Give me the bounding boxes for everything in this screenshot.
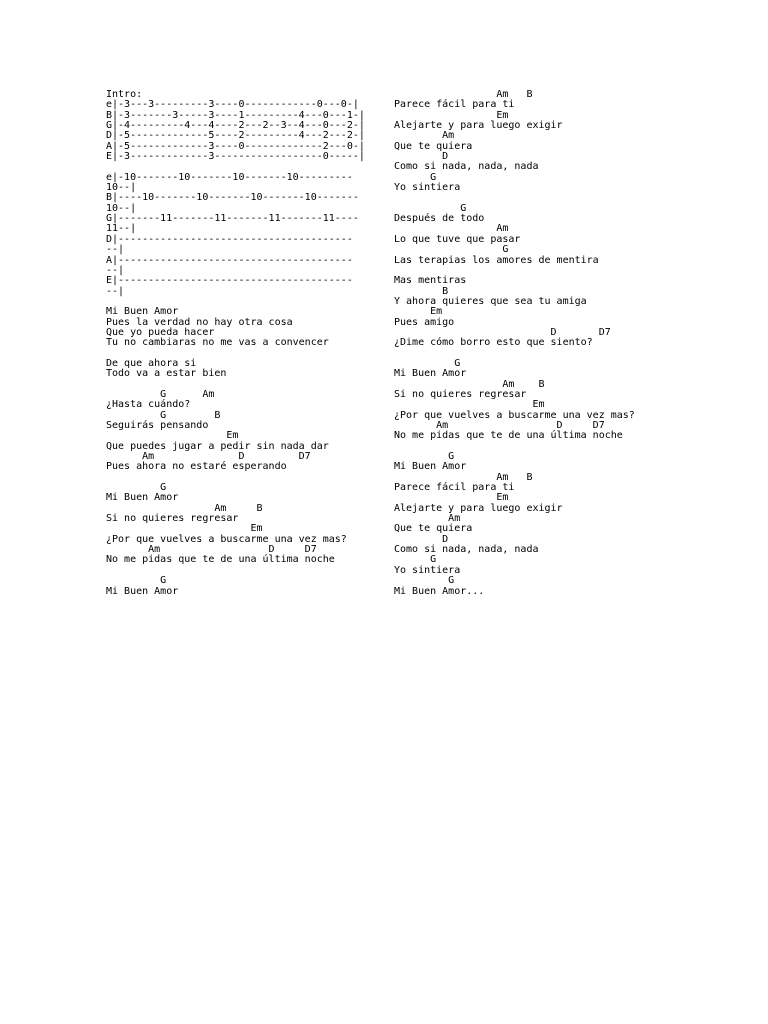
text-line: ¿Dime cómo borro esto que siento? bbox=[394, 337, 593, 349]
text-line: --| bbox=[106, 285, 125, 297]
text-line: 11--| bbox=[106, 223, 137, 235]
text-line: Pues amigo bbox=[394, 316, 455, 328]
text-line: Que yo pueda hacer bbox=[106, 326, 215, 338]
text-line: G bbox=[106, 482, 167, 494]
text-line: De que ahora si bbox=[106, 357, 197, 369]
text-line: Am bbox=[394, 223, 509, 235]
text-line: Em bbox=[394, 109, 509, 121]
text-line: G Am bbox=[106, 388, 215, 400]
text-line: Después de todo bbox=[394, 213, 485, 225]
text-line: G bbox=[394, 244, 509, 256]
text-line: Mas mentiras bbox=[394, 275, 467, 287]
text-line: Parece fácil para ti bbox=[394, 482, 515, 494]
text-line: Como si nada, nada, nada bbox=[394, 161, 539, 173]
text-line: 10--| bbox=[106, 182, 137, 194]
text-line: Yo sintiera bbox=[394, 182, 461, 194]
text-line: Mi Buen Amor... bbox=[394, 585, 485, 597]
text-line: Yo sintiera bbox=[394, 564, 461, 576]
text-line: Mi Buen Amor bbox=[106, 492, 179, 504]
text-line: B|-3-------3-----3----1---------4---0---1-| bbox=[106, 109, 365, 121]
text-line: D|--------------------------------------- bbox=[106, 233, 353, 245]
text-line: Alejarte y para luego exigir bbox=[394, 120, 563, 132]
text-line: Todo va a estar bien bbox=[106, 368, 227, 380]
text-line: A|-5-------------3----0-------------2---0-| bbox=[106, 140, 365, 152]
text-line: E|-3-------------3------------------0-----| bbox=[106, 151, 365, 163]
text-line: Pues ahora no estaré esperando bbox=[106, 461, 287, 473]
text-line: Am bbox=[394, 130, 455, 142]
text-line: D bbox=[394, 151, 449, 163]
text-line: Mi Buen Amor bbox=[106, 585, 179, 597]
text-line: Am B bbox=[394, 378, 545, 390]
text-line: ¿Por que vuelves a buscarme una vez mas? bbox=[106, 533, 347, 545]
text-line: Tu no cambiaras no me vas a convencer bbox=[106, 337, 329, 349]
text-line: Em bbox=[394, 306, 443, 318]
text-line: G bbox=[394, 575, 455, 587]
text-line: Parece fácil para ti bbox=[394, 99, 515, 111]
text-line: Em bbox=[106, 430, 239, 442]
text-line: G B bbox=[106, 409, 221, 421]
text-line: E|--------------------------------------- bbox=[106, 275, 353, 287]
text-line: D D7 bbox=[394, 326, 611, 338]
text-line: Am D D7 bbox=[394, 420, 605, 431]
text-line: Que te quiera bbox=[394, 523, 473, 535]
text-line: --| bbox=[106, 264, 125, 276]
text-line: Em bbox=[394, 399, 545, 411]
text-line: G bbox=[394, 357, 461, 369]
text-line: Em bbox=[106, 523, 263, 535]
text-line: Las terapias los amores de mentira bbox=[394, 254, 599, 266]
text-line: G bbox=[106, 575, 167, 587]
text-line: G bbox=[394, 451, 455, 463]
text-line: D bbox=[394, 533, 449, 545]
text-line: Mi Buen Amor bbox=[394, 368, 467, 380]
text-line: 10--| bbox=[106, 202, 137, 214]
text-line: ¿Hasta cuándo? bbox=[106, 399, 191, 411]
text-line: No me pidas que te de una última noche bbox=[394, 430, 623, 442]
text-line: Si no quieres regresar bbox=[394, 388, 527, 400]
left-text-column bbox=[106, 90, 378, 597]
text-line: Que puedes jugar a pedir sin nada dar bbox=[106, 440, 329, 452]
text-line: Que te quiera bbox=[394, 140, 473, 152]
text-line: Intro: bbox=[106, 89, 143, 100]
text-line: Pues la verdad no hay otra cosa bbox=[106, 316, 293, 328]
text-line: Seguirás pensando bbox=[106, 420, 209, 431]
text-line: Alejarte y para luego exigir bbox=[394, 502, 563, 514]
text-line: G bbox=[394, 171, 437, 183]
text-line: G bbox=[394, 202, 467, 214]
text-line: A|--------------------------------------- bbox=[106, 254, 353, 266]
text-line: G|-------11-------11-------11-------11---- bbox=[106, 213, 359, 225]
text-line: No me pidas que te de una última noche bbox=[106, 554, 335, 566]
text-line: B|----10-------10-------10-------10------- bbox=[106, 192, 359, 204]
text-line: --| bbox=[106, 244, 125, 256]
text-line: Am D D7 bbox=[106, 544, 317, 556]
text-line: G bbox=[394, 554, 437, 566]
text-line: Am B bbox=[394, 471, 533, 483]
text-line: Em bbox=[394, 492, 509, 504]
text-line: Como si nada, nada, nada bbox=[394, 544, 539, 556]
text-line: Am bbox=[394, 513, 461, 525]
text-line: Si no quieres regresar bbox=[106, 513, 239, 525]
text-line: Am B bbox=[394, 89, 533, 100]
text-line: e|-3---3---------3----0------------0---0-| bbox=[106, 99, 359, 111]
text-line: G|-4---------4---4----2---2--3--4---0---2-| bbox=[106, 120, 365, 132]
right-text-column bbox=[394, 90, 656, 597]
text-line: B bbox=[394, 285, 449, 297]
text-line: ¿Por que vuelves a buscarme una vez mas? bbox=[394, 409, 635, 421]
text-line: e|-10-------10-------10-------10--------- bbox=[106, 171, 353, 183]
text-line: Mi Buen Amor bbox=[394, 461, 467, 473]
text-line: Y ahora quieres que sea tu amiga bbox=[394, 295, 587, 307]
text-line: Am D D7 bbox=[106, 451, 311, 463]
text-line: Lo que tuve que pasar bbox=[394, 233, 521, 245]
text-line: Am B bbox=[106, 502, 263, 514]
text-line: Mi Buen Amor bbox=[106, 306, 179, 318]
text-line: D|-5-------------5----2---------4---2---2-| bbox=[106, 130, 365, 142]
